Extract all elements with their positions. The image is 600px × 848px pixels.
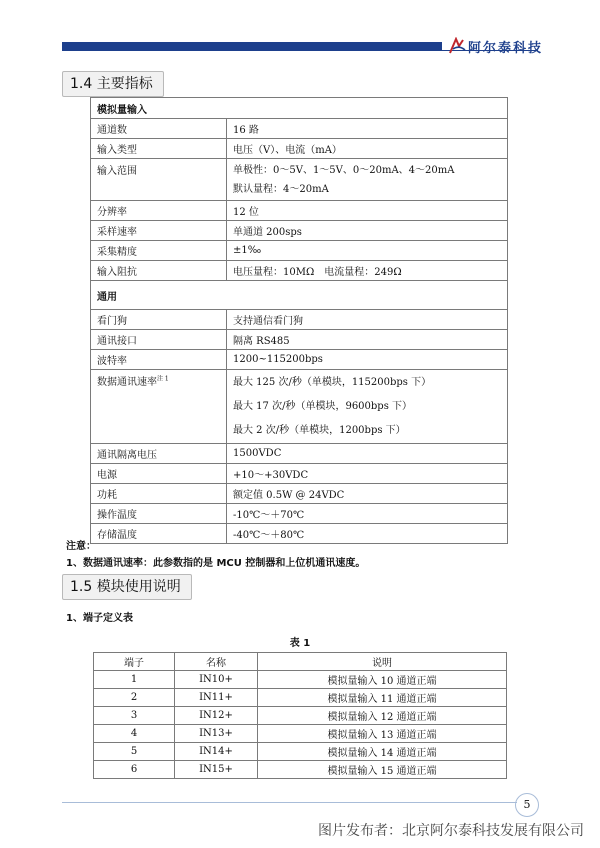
spec-label: 输入类型: [91, 139, 227, 159]
table-caption: 表 1: [289, 638, 311, 649]
spec-value: 1200~115200bps: [227, 350, 508, 370]
spec-value: 支持通信看门狗: [227, 310, 508, 330]
table-row: [94, 761, 507, 779]
spec-value: ±1‰: [227, 241, 508, 261]
table-cell: IN14+: [175, 743, 258, 761]
section-title-specs: 1.4 主要指标: [62, 71, 164, 97]
table-row: [94, 743, 507, 761]
spec-value: [227, 370, 508, 444]
spec-label: 操作温度: [91, 504, 227, 524]
brand-logo-icon: [447, 37, 467, 55]
spec-row: [91, 444, 508, 464]
column-header: 端子: [94, 653, 175, 671]
table-cell: 模拟量输入 10 通道正端: [258, 671, 507, 689]
spec-group-general: 通用: [91, 281, 508, 310]
spec-label: 电源: [91, 464, 227, 484]
table-cell: 2: [94, 689, 175, 707]
notes-title: 注意：: [66, 541, 96, 552]
spec-value: -40℃～＋80℃: [227, 524, 508, 544]
table-row: [94, 671, 507, 689]
spec-label: 存储温度: [91, 524, 227, 544]
table-cell: 模拟量输入 11 通道正端: [258, 689, 507, 707]
table-cell: 模拟量输入 14 通道正端: [258, 743, 507, 761]
table-cell: 5: [94, 743, 175, 761]
spec-label: 通讯接口: [91, 330, 227, 350]
spec-row: [91, 159, 508, 201]
table-row: [94, 725, 507, 743]
spec-label: 输入范围: [91, 159, 227, 201]
terminal-table: [93, 652, 507, 779]
spec-label: 通道数: [91, 119, 227, 139]
spec-value: [227, 159, 508, 201]
spec-row: [91, 524, 508, 544]
spec-row: [91, 484, 508, 504]
spec-row: [91, 330, 508, 350]
spec-label: 分辨率: [91, 201, 227, 221]
spec-row: [91, 464, 508, 484]
spec-row: [91, 310, 508, 330]
header-bar: [62, 42, 442, 50]
footnote-mark: 注 1: [157, 375, 169, 383]
table-cell: IN15+: [175, 761, 258, 779]
table-cell: 模拟量输入 13 通道正端: [258, 725, 507, 743]
spec-row: [91, 119, 508, 139]
spec-label: 采样速率: [91, 221, 227, 241]
spec-value: 电压（V）、电流（mA）: [227, 139, 508, 159]
footer-rule: [62, 802, 517, 803]
table-cell: IN11+: [175, 689, 258, 707]
table-header-row: [94, 653, 507, 671]
spec-group-row: [91, 281, 508, 310]
spec-row: [91, 201, 508, 221]
footer-credit: 图片发布者：北京阿尔泰科技发展有限公司: [318, 823, 584, 839]
spec-label: 输入阻抗: [91, 261, 227, 281]
spec-group-analog: 模拟量输入: [91, 98, 508, 119]
spec-value: 1500VDC: [227, 444, 508, 464]
spec-row: [91, 221, 508, 241]
table-cell: IN10+: [175, 671, 258, 689]
spec-label: 采集精度: [91, 241, 227, 261]
column-header: 名称: [175, 653, 258, 671]
spec-value-line: 最大 17 次/秒（单模块，9600bps 下）: [233, 400, 413, 412]
spec-label: 功耗: [91, 484, 227, 504]
table-cell: 4: [94, 725, 175, 743]
spec-row: [91, 241, 508, 261]
spec-value: -10℃～＋70℃: [227, 504, 508, 524]
table-cell: 3: [94, 707, 175, 725]
page-number: 5: [515, 793, 539, 817]
spec-value: 单通道 200sps: [227, 221, 508, 241]
notes-line: 1、数据通讯速率：此参数指的是 MCU 控制器和上位机通讯速度。: [66, 558, 366, 569]
spec-value-line: 最大 125 次/秒（单模块，115200bps 下）: [233, 376, 432, 388]
table-cell: 模拟量输入 15 通道正端: [258, 761, 507, 779]
section-title-usage: 1.5 模块使用说明: [62, 574, 192, 600]
spec-row: [91, 139, 508, 159]
spec-label: 波特率: [91, 350, 227, 370]
column-header: 说明: [258, 653, 507, 671]
spec-label: 通讯隔离电压: [91, 444, 227, 464]
spec-row: [91, 370, 508, 444]
table-cell: 模拟量输入 12 通道正端: [258, 707, 507, 725]
spec-value: 额定值 0.5W @ 24VDC: [227, 484, 508, 504]
spec-value: +10～+30VDC: [227, 464, 508, 484]
spec-value: 隔离 RS485: [227, 330, 508, 350]
table-cell: IN13+: [175, 725, 258, 743]
spec-value-line: 单极性：0～5V、1～5V、0～20mA、4～20mA: [233, 164, 455, 176]
table-cell: IN12+: [175, 707, 258, 725]
spec-value-line: 最大 2 次/秒（单模块，1200bps 下）: [233, 424, 406, 436]
spec-value: 12 位: [227, 201, 508, 221]
spec-row: [91, 350, 508, 370]
spec-label-text: 数据通讯速率: [97, 377, 157, 388]
subsection-title: 1、端子定义表: [66, 613, 133, 624]
table-row: [94, 707, 507, 725]
table-cell: 1: [94, 671, 175, 689]
spec-row: [91, 261, 508, 281]
spec-label: 看门狗: [91, 310, 227, 330]
spec-label: [91, 370, 227, 444]
table-cell: 6: [94, 761, 175, 779]
brand-name: 阿尔泰科技: [468, 41, 544, 56]
table-row: [94, 689, 507, 707]
spec-group-row: [91, 98, 508, 119]
spec-value: 16 路: [227, 119, 508, 139]
spec-table: [90, 97, 508, 544]
spec-value: 电压量程：10MΩ 电流量程：249Ω: [227, 261, 508, 281]
spec-row: [91, 504, 508, 524]
spec-value-line: 默认量程：4～20mA: [233, 183, 329, 195]
